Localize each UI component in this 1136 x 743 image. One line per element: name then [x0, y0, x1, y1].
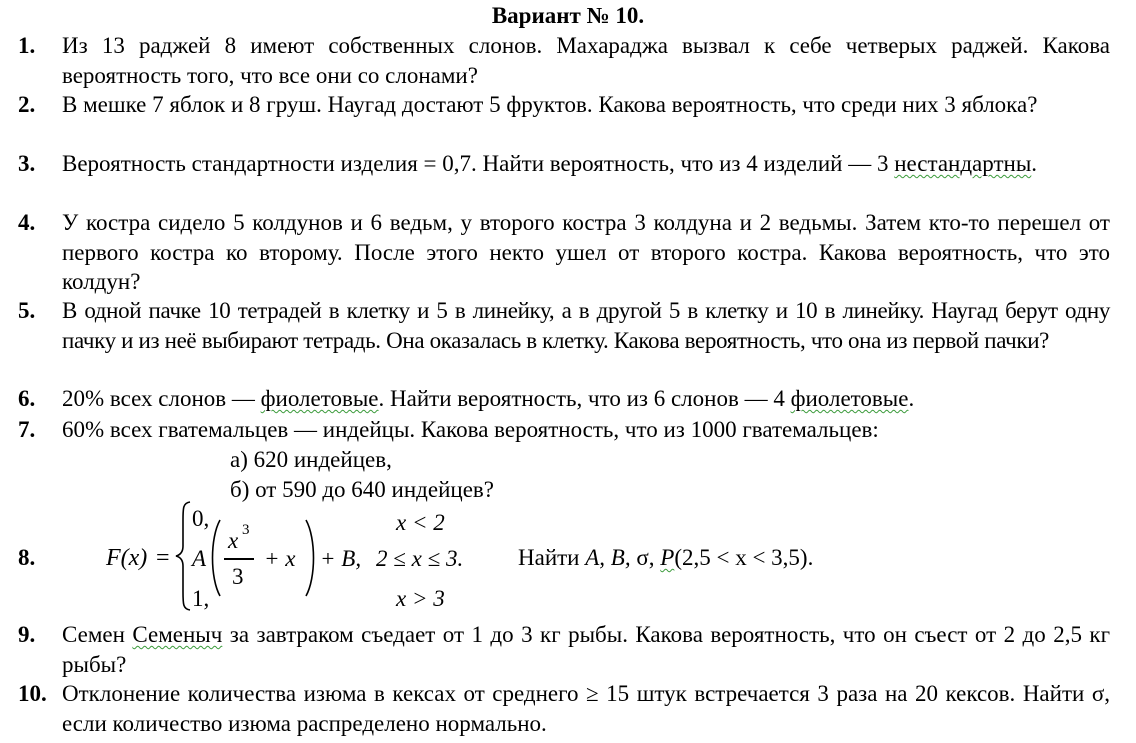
problem-text	[62, 149, 1110, 179]
text-part: . Найти вероятность, что из 6 слонов — 4	[378, 386, 791, 411]
problem-number: 3.	[18, 151, 36, 176]
spellcheck-word: нестандартны	[894, 151, 1032, 176]
find-sigma: σ,	[636, 545, 661, 570]
fraction-power: 3	[242, 522, 250, 538]
fraction-bar	[224, 558, 254, 560]
subitem-b: б) от 590 до 640 индейцев?	[230, 477, 494, 502]
text-part: за завтраком съедает от 1 до 3 кг рыбы. Какова вероятность, что он съест от 2 до 2,5 кг рыбы?	[62, 622, 1111, 677]
case-1-condition: x < 2	[396, 510, 445, 535]
problem-text	[62, 384, 1110, 414]
plus-x-text: + x	[264, 546, 296, 571]
case-1-value: 0,	[192, 506, 210, 531]
right-paren	[304, 518, 318, 598]
find-statement	[518, 543, 813, 573]
text-part: .	[908, 386, 915, 411]
problem-text: В одной пачке 10 тетрадей в клетку и 5 в линейку, а в другой 5 в клетку и 10 в линейку. Наугад берут одну пачку и из неё выбирают тетрадь. Она оказалась в клетку. Какова вероятность, что она из первой пачки?	[62, 298, 1110, 353]
variant-title: Вариант № 10.	[491, 3, 645, 28]
plus-b: + B,	[320, 546, 362, 571]
spellcheck-word: Семеныч	[132, 622, 223, 647]
formula-equals: =	[156, 545, 170, 571]
problem-number: 2.	[18, 92, 36, 117]
problem-text: 60% всех гватемальцев — индейцы. Какова вероятность, что из 1000 гватемальцев:	[62, 417, 879, 442]
problem-text: Отклонение количества изюма в кексах от среднего ≥ 15 штук встречается 3 раза на 20 кексов. Найти σ, если количество изюма распределено нормально.	[62, 681, 1110, 736]
spellcheck-word: фиолетовые	[260, 386, 379, 411]
problem-number: 9.	[18, 622, 36, 647]
plus-x	[264, 544, 295, 574]
fraction-numerator: x	[228, 528, 239, 553]
problem-number: 7.	[18, 417, 36, 442]
problem-number: 6.	[18, 386, 36, 411]
case-3-condition: x > 3	[396, 586, 445, 611]
text-part: 20% всех слонов —	[62, 386, 261, 411]
problem-text: Из 13 раджей 8 имеют собственных слонов. Махараджа вызвал к себе четверых раджей. Какова вероятность того, что все они со слонами?	[62, 33, 1110, 88]
left-paren	[208, 518, 222, 598]
text-part: Вероятность стандартности изделия = 0,7. Найти вероятность, что из 4 изделий — 3	[62, 151, 895, 176]
problem-number: 1.	[18, 33, 36, 58]
problem-text	[62, 620, 1110, 679]
text-part: .	[1031, 151, 1038, 176]
spellcheck-word: фиолетовые	[790, 386, 909, 411]
problem-number: 4.	[18, 210, 36, 235]
formula-lhs: F(x)	[106, 545, 148, 571]
problem-text: У костра сидело 5 колдунов и 6 ведьм, у второго костра 3 колдуна и 2 ведьмы. Затем кто-то перешел от первого костра ко второму. После этого некто ушел от второго костра. Какова вероятность, что это колдун?	[62, 210, 1110, 294]
case-2-condition: 2 ≤ x ≤ 3.	[376, 546, 464, 571]
problem-number: 5.	[18, 298, 36, 323]
case-2-coef: A	[192, 546, 207, 571]
fraction-denominator: 3	[232, 564, 244, 589]
find-p: P	[660, 545, 675, 570]
left-brace	[174, 500, 194, 612]
find-rest: (2,5 < x < 3,5).	[674, 545, 814, 570]
problem-number: 10.	[18, 681, 47, 706]
problem-number: 8.	[18, 545, 36, 570]
text-part: Семен	[62, 622, 133, 647]
problem-text: В мешке 7 яблок и 8 груш. Наугад достают 5 фруктов. Какова вероятность, что среди них 3 яблока?	[62, 92, 1038, 117]
subitem-a: а) 620 индейцев,	[230, 447, 392, 472]
find-vars: A, B,	[585, 545, 637, 570]
find-prefix: Найти	[518, 545, 586, 570]
case-3-value: 1,	[192, 586, 210, 611]
